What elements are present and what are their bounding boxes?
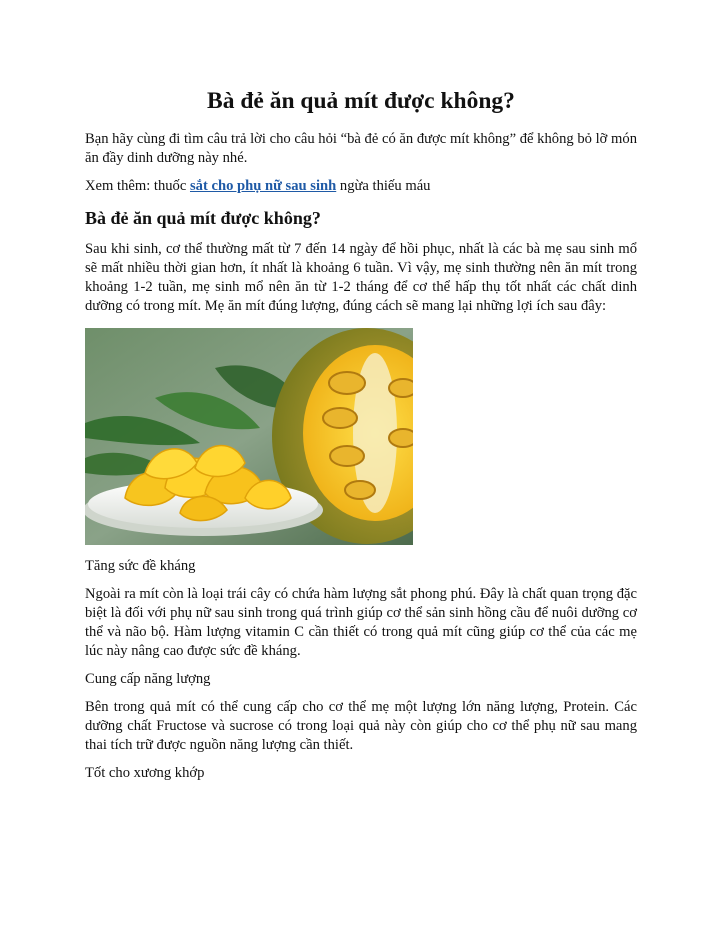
section-heading: Bà đẻ ăn quả mít được không? [85,208,321,228]
intro-paragraph: Bạn hãy cùng đi tìm câu trả lời cho câu hỏi “bà đẻ có ăn được mít không” để không bỏ lỡ món ăn đầy dinh dưỡng này nhé. [85,131,637,166]
benefit-text-resistance: Ngoài ra mít còn là loại trái cây có chứa hàm lượng sắt phong phú. Đây là chất quan trọng đặc biệt là đối với phụ nữ sau sinh trong quá trình giúp cơ thể sản sinh hồng cầu để nuôi dưỡng cơ thể và não bộ. Hàm lượng vitamin C cần thiết có trong quả mít cũng giúp cơ thể của các mẹ lúc này nâng cao được sức đề kháng. [85,586,637,659]
jackfruit-photo [85,328,413,545]
article [85,86,637,792]
benefit-title-bones: Tốt cho xương khớp [85,765,205,781]
benefit-title-resistance: Tăng sức đề kháng [85,558,196,574]
see-also-suffix: ngừa thiếu máu [336,178,431,194]
benefit-text-energy: Bên trong quả mít có thể cung cấp cho cơ thể mẹ một lượng lớn năng lượng, Protein. Các dưỡng chất Fructose và sucrose có trong loại quả này còn giúp cho cơ thể phụ nữ sau mang thai tích trữ được nguồn năng lượng cần thiết. [85,699,637,753]
page-title: Bà đẻ ăn quả mít được không? [207,88,515,114]
benefit-title-energy: Cung cấp năng lượng [85,671,211,687]
see-also-link[interactable]: sắt cho phụ nữ sau sinh [189,178,337,194]
see-also-line [85,177,637,196]
jackfruit-photo-illustration [85,328,413,545]
see-also-prefix: Xem thêm: thuốc [85,178,190,194]
section-paragraph: Sau khi sinh, cơ thể thường mất từ 7 đến 14 ngày để hồi phục, nhất là các bà mẹ sau sinh mổ sẽ mất nhiều thời gian hơn, ít nhất là khoảng 6 tuần. Vì vậy, mẹ sinh thường nên ăn mít trong khoảng 1-2 tuần, mẹ sinh mổ nên ăn từ 1-2 tháng để cơ thể hấp thụ tốt nhất các chất dinh dưỡng có trong mít. Mẹ ăn mít đúng lượng, đúng cách sẽ mang lại những lợi ích sau đây: [85,241,637,314]
